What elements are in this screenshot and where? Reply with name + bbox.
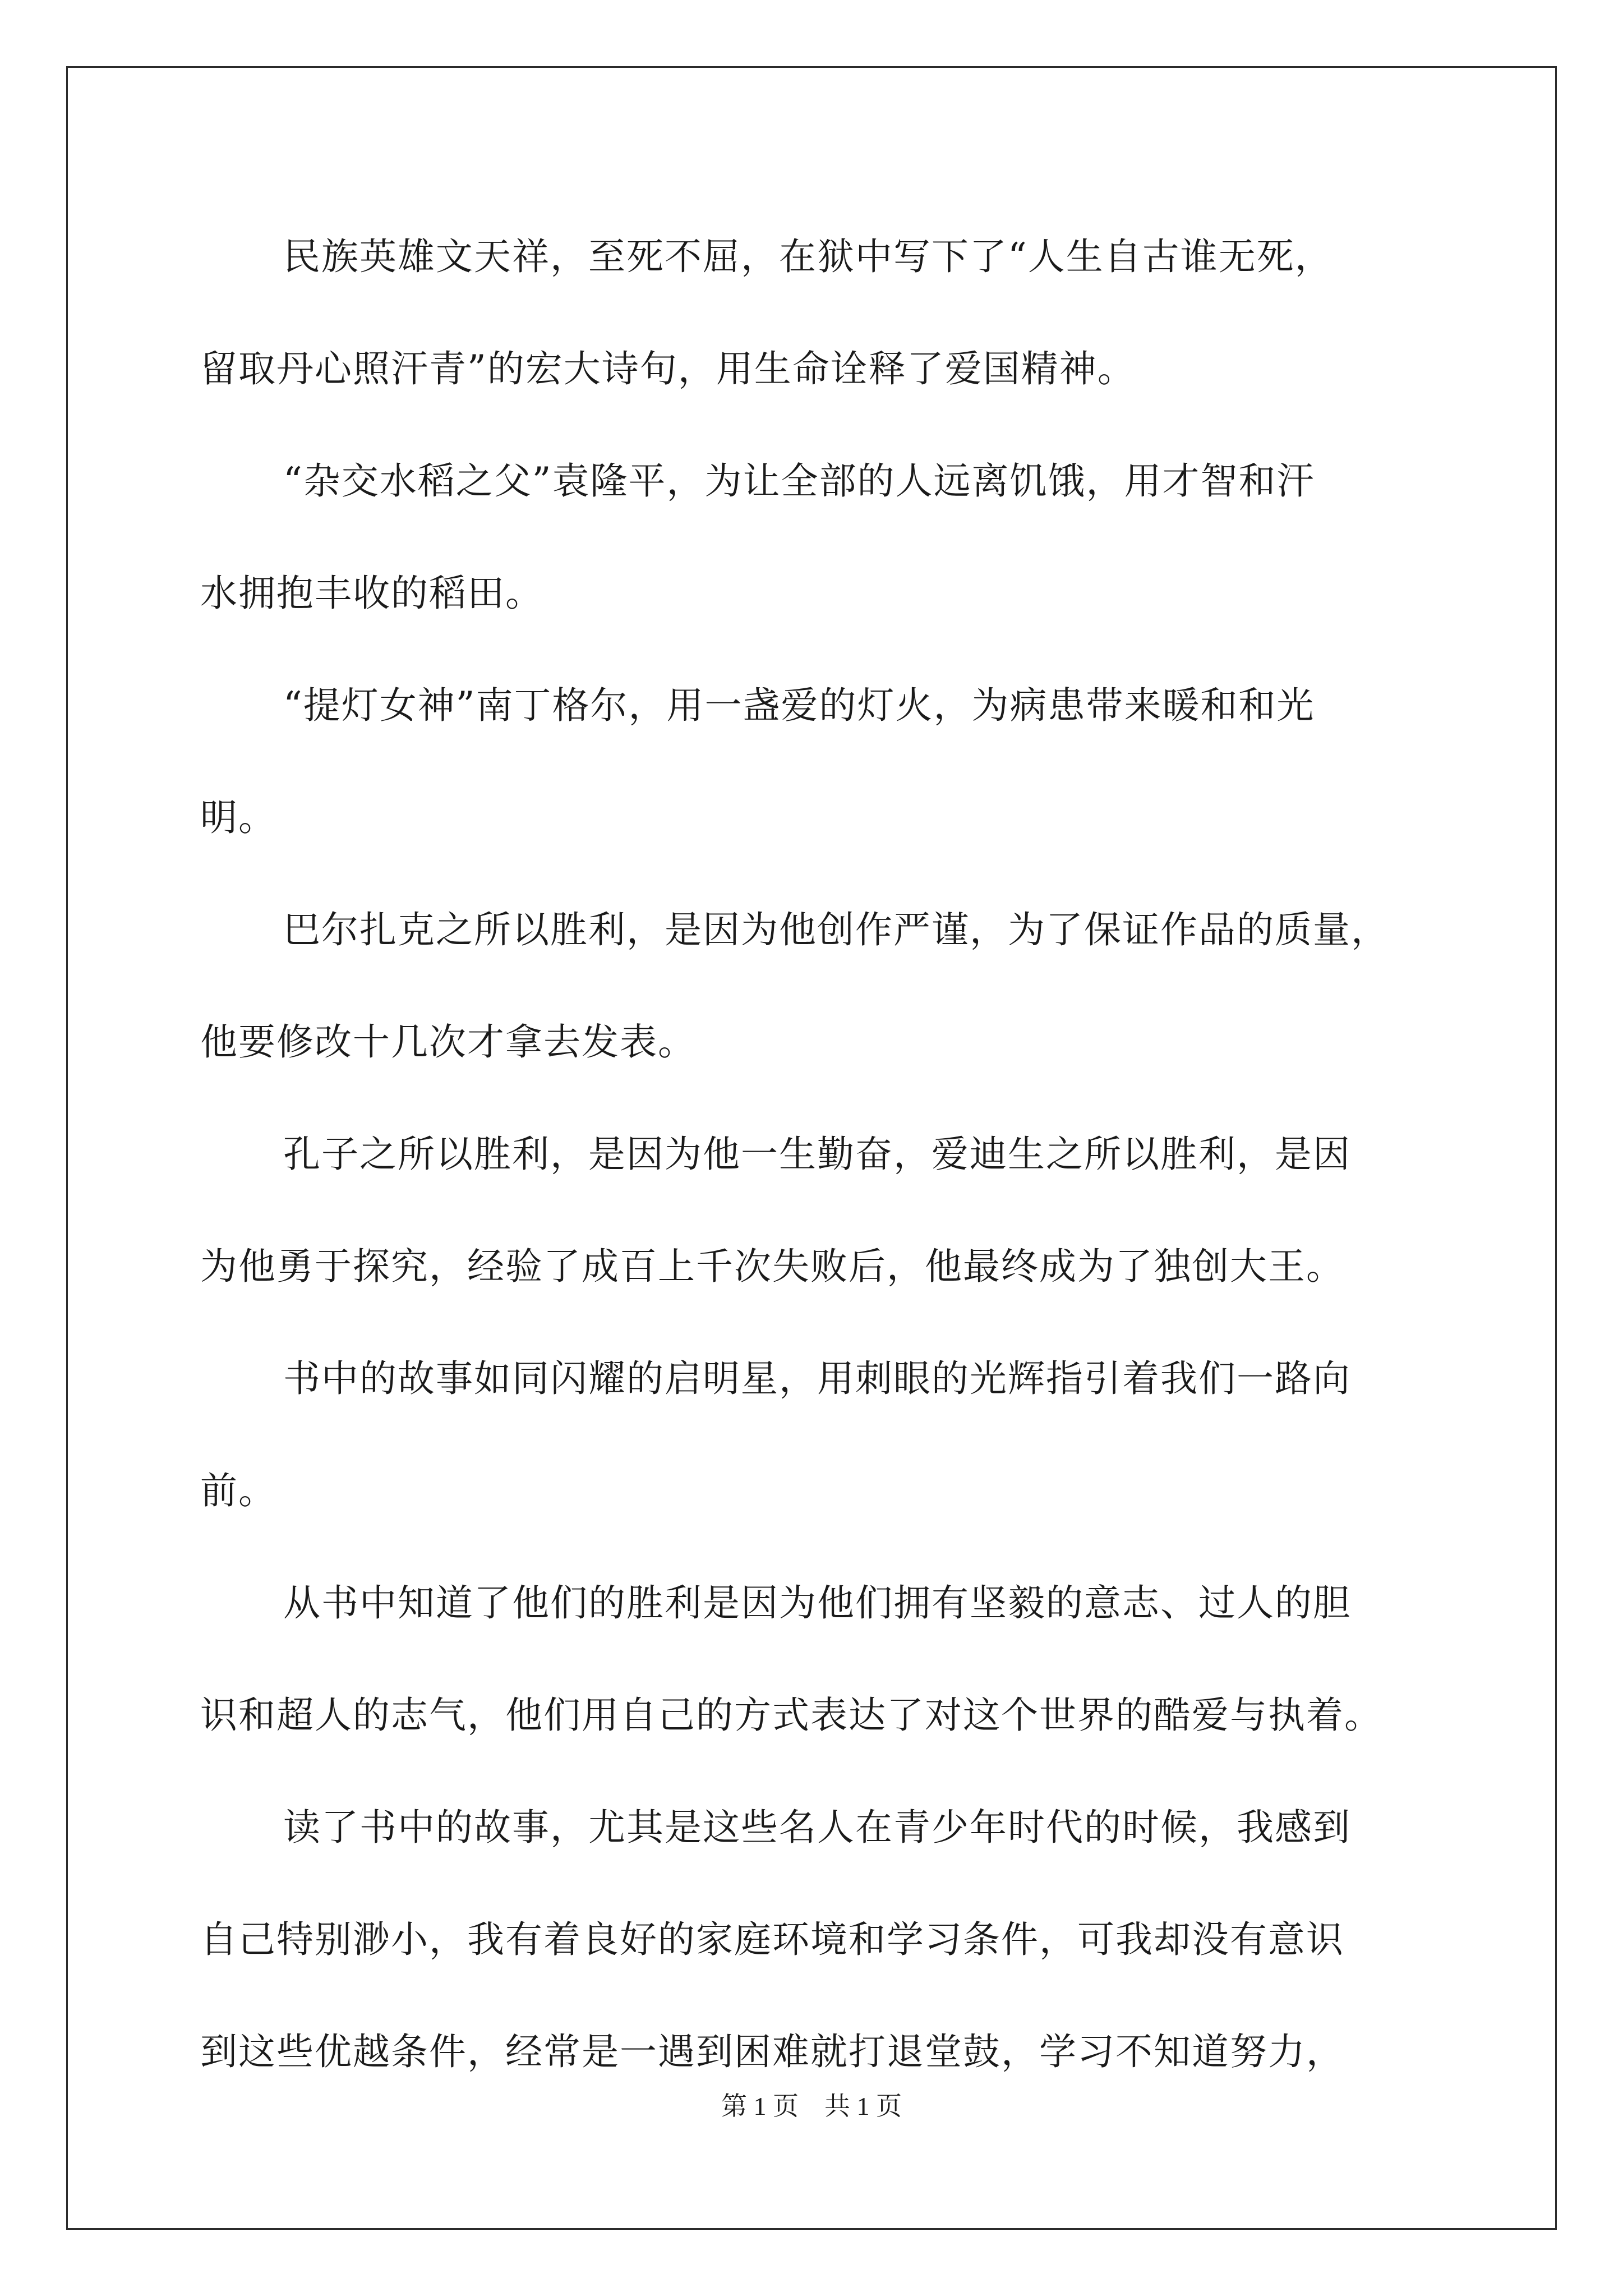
paragraph-8-line-3: 到这些优越条件，经常是一遇到困难就打退堂鼓，学习不知道努力， [200,2030,1344,2073]
page-footer [0,2090,1623,2123]
paragraph-7-line-1: 从书中知道了他们的胜利是因为他们拥有坚毅的意志、过人的胆 [283,1581,1351,1625]
paragraph-3-line-1: “提灯女神”南丁格尔，用一盏爱的灯火，为病患带来暖和和光 [283,684,1315,727]
paragraph-4-line-2: 他要修改十几次才拿去发表。 [200,1020,696,1064]
paragraph-5-line-1: 孔子之所以胜利，是因为他一生勤奋，爱迪生之所以胜利，是因 [283,1133,1351,1176]
paragraph-1-line-1: 民族英雄文天祥，至死不屈，在狱中写下了“人生自古谁无死， [283,235,1333,278]
document-body [200,201,1428,2108]
paragraph-2-line-1: “杂交水稻之父”袁隆平，为让全部的人远离饥饿，用才智和汗 [283,459,1315,503]
paragraph-2-line-2: 水拥抱丰收的稻田。 [200,572,543,615]
paragraph-5-line-2: 为他勇于探究，经验了成百上千次失败后，他最终成为了独创大王。 [200,1245,1344,1288]
paragraph-1-line-2: 留取丹心照汗青”的宏大诗句，用生命诠释了爱国精神。 [200,347,1136,390]
paragraph-6-line-2: 前。 [200,1469,276,1512]
paragraph-7-line-2: 识和超人的志气，他们用自己的方式表达了对这个世界的酷爱与执着。 [200,1694,1382,1737]
paragraph-8-line-1: 读了书中的故事，尤其是这些名人在青少年时代的时候，我感到 [283,1806,1351,1849]
paragraph-6-line-1: 书中的故事如同闪耀的启明星，用刺眼的光辉指引着我们一路向 [283,1357,1351,1400]
paragraph-4-line-1: 巴尔扎克之所以胜利，是因为他创作严谨，为了保证作品的质量， [283,908,1389,951]
paragraph-8-line-2: 自己特别渺小，我有着良好的家庭环境和学习条件，可我却没有意识 [200,1918,1344,1961]
paragraph-3-line-2: 明。 [200,796,276,839]
page-number-label: 第 1 页 共 1 页 [721,2092,902,2120]
